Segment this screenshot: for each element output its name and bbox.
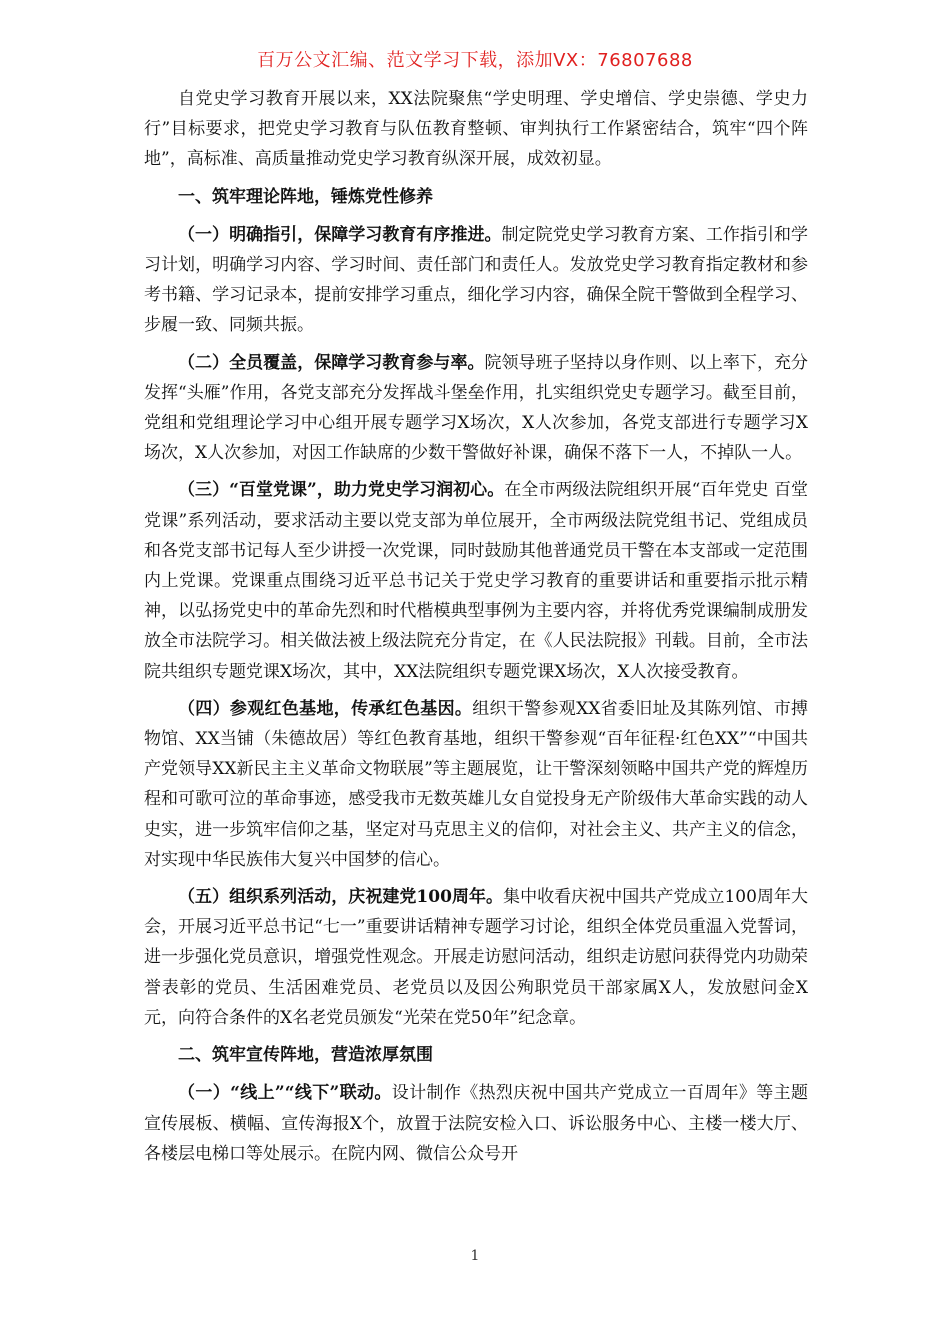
document-body (144, 84, 808, 1176)
paragraph-4-lead: （四）参观红色基地，传承红色基因。 (178, 698, 473, 719)
paragraph-5 (144, 882, 808, 1033)
section-heading-2: 二、筑牢宣传阵地，营造浓厚氛围 (178, 1045, 433, 1066)
watermark-text: 百万公文汇编、范文学习下载，添加VX：76807688 (257, 50, 693, 71)
paragraph-3-lead: （三）“百堂党课”，助力党史学习润初心。 (178, 480, 505, 501)
paragraph-2 (144, 348, 808, 469)
paragraph-6-lead: （一）“线上”“线下”联动。 (178, 1083, 392, 1104)
paragraph-4 (144, 694, 808, 875)
paragraph-6-body: 设计制作《热烈庆祝中国共产党成立一百周年》等主题宣传展板、横幅、宣传海报X个，放置于法院安检入口、诉讼服务中心、主楼一楼大厅、各楼层电梯口等处展示。在院内网、微信公众号开 (144, 1083, 808, 1164)
paragraph-1-lead: （一）明确指引，保障学习教育有序推进。 (178, 224, 502, 245)
paragraph-1-body: 制定院党史学习教育方案、工作指引和学习计划，明确学习内容、学习时间、责任部门和责任人。发放党史学习教育指定教材和参考书籍、学习记录本，提前安排学习重点，细化学习内容，确保全院干警做到全程学习、步履一致、同频共振。 (144, 224, 809, 336)
paragraph-1 (144, 220, 808, 341)
intro-paragraph: 自党史学习教育开展以来，XX法院聚焦“学史明理、学史增信、学史崇德、学史力行”目标要求，把党史学习教育与队伍教育整顿、审判执行工作紧密结合，筑牢“四个阵地”，高标准、高质量推动党史学习教育纵深开展，成效初显。 (144, 89, 808, 170)
paragraph-5-lead: （五）组织系列活动，庆祝建党100周年。 (178, 887, 504, 908)
paragraph-3-body: 在全市两级法院组织开展“百年党史 百堂党课”系列活动，要求活动主要以党支部为单位展开，全市两级法院党组书记、党组成员和各党支部书记每人至少讲授一次党课，同时鼓励其他普通党员干警在本支部或一定范围内上党课。党课重点围绕习近平总书记关于党史学习教育的重要讲话和重要指示批示精神，以弘扬党史中的革命先烈和时代楷模典型事例为主要内容，并将优秀党课编制成册发放全市法院学习。相关做法被上级法院充分肯定，在《人民法院报》刊载。目前，全市法院共组织专题党课X场次，其中，XX法院组织专题党课X场次，X人次接受教育。 (144, 480, 808, 682)
paragraph-6 (144, 1078, 808, 1169)
paragraph-3 (144, 475, 808, 686)
page-number: 1 (470, 1248, 480, 1264)
paragraph-5-body: 集中收看庆祝中国共产党成立100周年大会，开展习近平总书记“七一”重要讲话精神专题学习讨论，组织全体党员重温入党誓词，进一步强化党员意识，增强党性观念。开展走访慰问活动，组织走访慰问获得党内功勋荣誉表彰的党员、生活困难党员、老党员以及因公殉职党员干部家属X人，发放慰问金X元，向符合条件的X名老党员颁发“光荣在党50年”纪念章。 (144, 887, 808, 1028)
section-heading-1: 一、筑牢理论阵地，锤炼党性修养 (178, 186, 433, 207)
paragraph-4-body: 组织干警参观XX省委旧址及其陈列馆、市搏物馆、XX当铺（朱德故居）等红色教育基地，组织干警参观“百年征程·红色XX”“中国共产党领导XX新民主主义革命文物联展”等主题展览，让干警深刻领略中国共产党的辉煌历程和可歌可泣的革命事迹，感受我市无数英雄儿女自觉投身无产阶级伟大革命实践的动人史实，进一步筑牢信仰之基，坚定对马克思主义的信仰，对社会主义、共产主义的信念，对实现中华民族伟大复兴中国梦的信心。 (144, 698, 808, 870)
paragraph-2-lead: （二）全员覆盖，保障学习教育参与率。 (178, 352, 485, 373)
paragraph-2-body: 院领导班子坚持以身作则、以上率下，充分发挥“头雁”作用，各党支部充分发挥战斗堡垒作用，扎实组织党史专题学习。截至目前，党组和党组理论学习中心组开展专题学习X场次，X人次参加，各党支部进行专题学习X场次，X人次参加，对因工作缺席的少数干警做好补课，确保不落下一人，不掉队一人。 (144, 352, 808, 464)
